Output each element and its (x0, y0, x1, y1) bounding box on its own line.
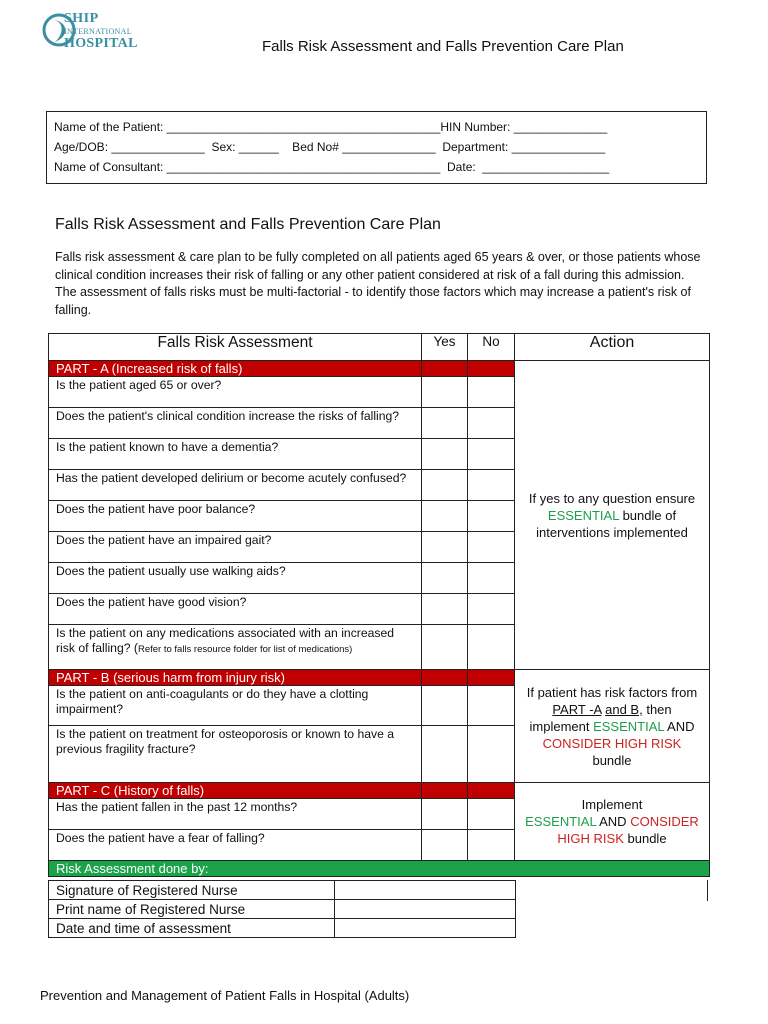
yes-checkbox[interactable] (422, 799, 468, 830)
question-b2: Is the patient on treatment for osteoporosis or known to have a previous fragility fracture? (49, 726, 422, 783)
part-c-red-cell (468, 783, 515, 799)
date-time-label: Date and time of assessment (49, 919, 335, 938)
no-checkbox[interactable] (468, 563, 515, 594)
page-footer: Prevention and Management of Patient Falls in Hospital (Adults) (40, 988, 410, 1003)
table-row (49, 900, 516, 919)
logo-line-1: SHIP (64, 11, 99, 26)
question-a8: Does the patient have good vision? (49, 594, 422, 625)
part-a-red-cell (468, 361, 515, 377)
question-a6: Does the patient have an impaired gait? (49, 532, 422, 563)
patient-info-box (46, 111, 707, 184)
header-yes: Yes (422, 334, 468, 361)
essential-label: ESSENTIAL (593, 718, 665, 734)
consider-high-risk-label: CONSIDER HIGH RISK (542, 735, 682, 751)
part-a-red-cell (422, 361, 468, 377)
yes-checkbox[interactable] (422, 501, 468, 532)
hospital-logo (64, 12, 138, 51)
section-title: Falls Risk Assessment and Falls Prevention Care Plan (55, 216, 441, 233)
print-name-field[interactable] (335, 900, 516, 919)
no-checkbox[interactable] (468, 726, 515, 783)
question-a1: Is the patient aged 65 or over? (49, 377, 422, 408)
no-checkbox[interactable] (468, 470, 515, 501)
essential-label: ESSENTIAL (525, 814, 597, 829)
implement-text: Implement (581, 797, 643, 812)
print-name-label: Print name of Registered Nurse (49, 900, 335, 919)
question-a2: Does the patient's clinical condition increase the risks of falling? (49, 408, 422, 439)
patient-info-row-2[interactable]: Age/DOB: ______________ Sex: ______ Bed No# ______________ Department: ______________ (54, 140, 606, 154)
no-checkbox[interactable] (468, 532, 515, 563)
yes-checkbox[interactable] (422, 686, 468, 726)
no-checkbox[interactable] (468, 594, 515, 625)
signature-table (48, 880, 516, 938)
part-b-header-row (49, 670, 710, 686)
part-c-red-cell (422, 783, 468, 799)
yes-checkbox[interactable] (422, 830, 468, 861)
and-text: AND (599, 814, 627, 829)
no-checkbox[interactable] (468, 439, 515, 470)
part-b-action (515, 670, 710, 783)
yes-checkbox[interactable] (422, 408, 468, 439)
part-c-action (515, 783, 710, 861)
part-a-reference: PART -A (552, 701, 602, 717)
bundle-text: bundle (592, 752, 632, 768)
question-a7: Does the patient usually use walking aids? (49, 563, 422, 594)
question-a4: Has the patient developed delirium or become acutely confused? (49, 470, 422, 501)
then-implement-text: then implement (529, 701, 672, 734)
question-a9 (49, 625, 422, 670)
part-c-header-row (49, 783, 710, 799)
question-c2: Does the patient have a fear of falling? (49, 830, 422, 861)
logo-line-3: HOSPITAL (64, 36, 138, 51)
yes-checkbox[interactable] (422, 377, 468, 408)
no-checkbox[interactable] (468, 799, 515, 830)
yes-checkbox[interactable] (422, 439, 468, 470)
patient-info-row-1[interactable]: Name of the Patient: _________________________________________HIN Number: ______________ (54, 120, 608, 134)
part-b-red-cell (422, 670, 468, 686)
no-checkbox[interactable] (468, 408, 515, 439)
part-b-red-cell (468, 670, 515, 686)
question-a9-text: Is the patient on any medications associated with an increased risk of falling? ( (56, 626, 395, 655)
no-checkbox[interactable] (468, 625, 515, 670)
no-checkbox[interactable] (468, 686, 515, 726)
risk-done-by-row (49, 861, 710, 877)
question-b1: Is the patient on anti-coagulants or do they have a clotting impairment? (49, 686, 422, 726)
table-header-row (49, 334, 710, 361)
yes-checkbox[interactable] (422, 563, 468, 594)
part-a-title: PART - A (Increased risk of falls) (49, 361, 422, 377)
consider-high-risk-label: CONSIDER HIGH RISK (557, 814, 699, 846)
bundle-text: bundle (627, 831, 667, 846)
intro-paragraph: Falls risk assessment & care plan to be fully completed on all patients aged 65 years & over, or those patients whose clinical condition increases their risk of falling or any other patient considered at risk of a fall during this admission. The assessment of falls risks must be multi-factorial - to identify those factors which may increase a patient's risk of falling. (55, 250, 701, 317)
table-row (49, 919, 516, 938)
question-a3: Is the patient known to have a dementia? (49, 439, 422, 470)
and-text: AND (667, 718, 695, 734)
question-a9-note: Refer to falls resource folder for list of medications) (137, 644, 353, 655)
falls-risk-table (48, 333, 710, 877)
document-title: Falls Risk Assessment and Falls Prevention Care Plan (262, 38, 624, 55)
table-right-border (707, 880, 708, 901)
no-checkbox[interactable] (468, 830, 515, 861)
part-a-action (515, 361, 710, 670)
yes-checkbox[interactable] (422, 532, 468, 563)
logo-line-2: INTERNATIONAL (64, 27, 132, 36)
yes-checkbox[interactable] (422, 726, 468, 783)
part-b-title: PART - B (serious harm from injury risk) (49, 670, 422, 686)
patient-info-row-3[interactable]: Name of Consultant: _________________________________________ Date: ___________________ (54, 160, 610, 174)
header-action: Action (515, 334, 710, 361)
part-a-action-text: If yes to any question ensure (528, 490, 696, 506)
signature-label: Signature of Registered Nurse (49, 881, 335, 900)
header-assessment: Falls Risk Assessment (49, 334, 422, 361)
and-b-reference: and B, (605, 701, 643, 717)
yes-checkbox[interactable] (422, 594, 468, 625)
part-c-title: PART - C (History of falls) (49, 783, 422, 799)
risk-done-by-label: Risk Assessment done by: (49, 861, 710, 877)
no-checkbox[interactable] (468, 501, 515, 532)
essential-label: ESSENTIAL (547, 507, 619, 523)
part-b-action-text: If patient has risk factors from (526, 684, 698, 700)
yes-checkbox[interactable] (422, 470, 468, 501)
part-a-header-row (49, 361, 710, 377)
header-no: No (468, 334, 515, 361)
yes-checkbox[interactable] (422, 625, 468, 670)
table-row (49, 881, 516, 900)
part-a-action-text-end: bundle of interventions implemented (536, 507, 688, 540)
question-c1: Has the patient fallen in the past 12 months? (49, 799, 422, 830)
date-time-field[interactable] (335, 919, 516, 938)
question-a5: Does the patient have poor balance? (49, 501, 422, 532)
signature-field[interactable] (335, 881, 516, 900)
no-checkbox[interactable] (468, 377, 515, 408)
